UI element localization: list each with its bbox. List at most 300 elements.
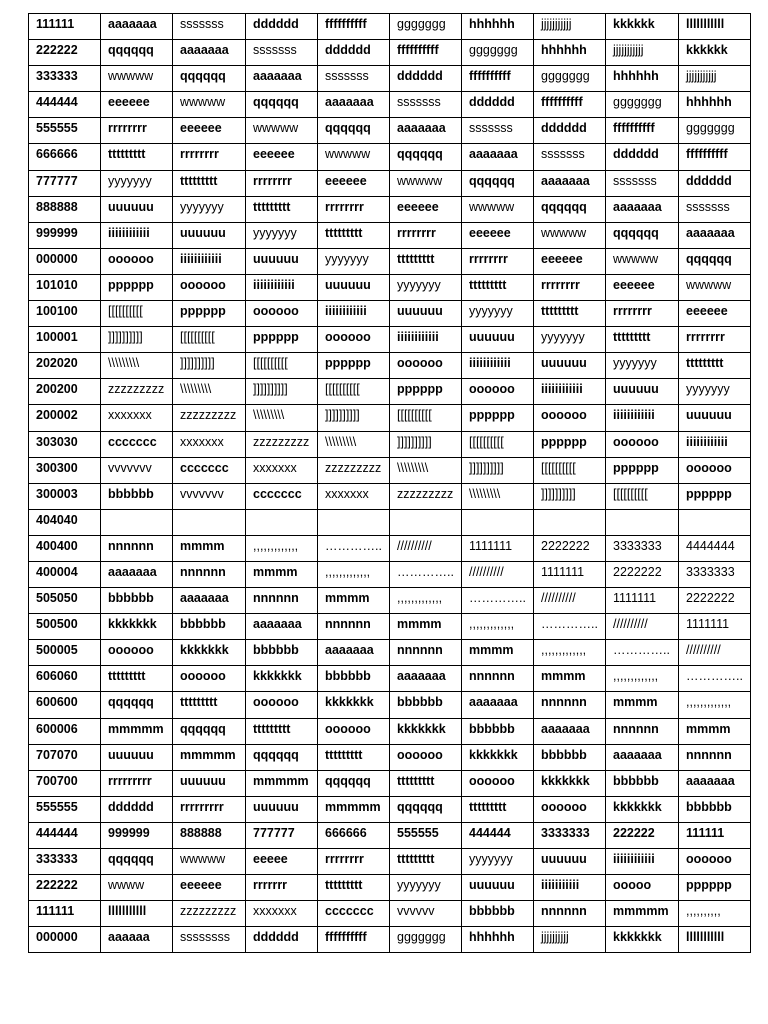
table-cell: rrrrrrrr: [318, 849, 390, 875]
table-cell: kkkkkk: [606, 14, 679, 40]
row-label-cell: 600600: [29, 692, 101, 718]
table-cell: bbbbbb: [101, 588, 173, 614]
table-cell: xxxxxxx: [173, 431, 246, 457]
table-cell: vvvvvv: [390, 901, 462, 927]
table-cell: [[[[[[[[[[: [606, 483, 679, 509]
row-label-cell: 101010: [29, 274, 101, 300]
table-cell: uuuuuu: [606, 379, 679, 405]
table-row: [29, 718, 751, 744]
table-cell: bbbbbb: [101, 483, 173, 509]
table-cell: [[[[[[[[[[: [390, 405, 462, 431]
row-label-cell: 444444: [29, 822, 101, 848]
row-label-cell: 777777: [29, 170, 101, 196]
table-cell: mmmmm: [318, 796, 390, 822]
table-cell: ccccccc: [318, 901, 390, 927]
table-cell: 2222222: [606, 561, 679, 587]
table-cell: nnnnnn: [606, 718, 679, 744]
row-label-cell: 202020: [29, 353, 101, 379]
table-cell: aaaaaaa: [246, 614, 318, 640]
table-cell: ttttttttt: [462, 796, 534, 822]
table-cell: aaaaaaa: [101, 14, 173, 40]
table-cell: qqqqqq: [101, 849, 173, 875]
table-cell: mmmmm: [173, 744, 246, 770]
table-cell: wwwww: [173, 849, 246, 875]
table-cell: eeeeee: [606, 274, 679, 300]
table-cell: ccccccc: [101, 431, 173, 457]
table-cell: hhhhhh: [462, 14, 534, 40]
table-cell: 3333333: [606, 535, 679, 561]
table-cell: mmmm: [534, 666, 606, 692]
table-cell: ffffffffff: [318, 14, 390, 40]
table-cell: kkkkkkk: [534, 770, 606, 796]
table-cell: nnnnnn: [246, 588, 318, 614]
table-row: [29, 927, 751, 953]
table-cell: ttttttttt: [390, 770, 462, 796]
table-cell: uuuuuu: [101, 744, 173, 770]
table-cell: nnnnnn: [390, 640, 462, 666]
table-cell: ttttttttt: [173, 170, 246, 196]
table-cell: sssssss: [390, 92, 462, 118]
table-cell: zzzzzzzzz: [318, 457, 390, 483]
table-cell: 1111111: [606, 588, 679, 614]
table-cell: \\\\\\\\\: [246, 405, 318, 431]
table-cell: oooooo: [534, 405, 606, 431]
table-row: [29, 561, 751, 587]
table-cell: [[[[[[[[[[: [101, 301, 173, 327]
table-cell: ttttttttt: [534, 301, 606, 327]
table-cell: yyyyyyy: [390, 875, 462, 901]
table-cell: uuuuuu: [534, 353, 606, 379]
table-cell: iiiiiiiiiiii: [462, 353, 534, 379]
table-cell: aaaaaaa: [246, 66, 318, 92]
table-row: [29, 796, 751, 822]
table-cell: iiiiiiiiiiii: [173, 248, 246, 274]
table-cell: wwwww: [534, 222, 606, 248]
table-cell: pppppp: [462, 405, 534, 431]
row-label-cell: 555555: [29, 118, 101, 144]
table-cell: nnnnnn: [462, 666, 534, 692]
row-label-cell: 222222: [29, 40, 101, 66]
table-cell: …………..: [534, 614, 606, 640]
table-cell: qqqqqq: [462, 170, 534, 196]
table-cell: nnnnnn: [679, 744, 751, 770]
table-cell: aaaaaa: [101, 927, 173, 953]
table-cell: mmmm: [173, 535, 246, 561]
table-cell: [[[[[[[[[[: [173, 327, 246, 353]
table-cell: 555555: [390, 822, 462, 848]
table-cell: aaaaaaa: [606, 744, 679, 770]
table-cell: oooooo: [462, 770, 534, 796]
row-label-cell: 200200: [29, 379, 101, 405]
table-cell: …………..: [462, 588, 534, 614]
table-cell: ]]]]]]]]]]: [246, 379, 318, 405]
table-row: [29, 483, 751, 509]
table-cell: 3333333: [534, 822, 606, 848]
table-cell: rrrrrrrr: [101, 118, 173, 144]
row-label-cell: 500005: [29, 640, 101, 666]
table-cell: jjjjjjjjjjj: [679, 66, 751, 92]
table-cell: [246, 509, 318, 535]
table-cell: [679, 509, 751, 535]
table-cell: rrrrrrrr: [606, 301, 679, 327]
table-cell: ,,,,,,,,,,,,,: [390, 588, 462, 614]
table-cell: bbbbbb: [534, 744, 606, 770]
table-cell: xxxxxxx: [246, 457, 318, 483]
table-cell: 4444444: [679, 535, 751, 561]
table-cell: hhhhhh: [534, 40, 606, 66]
row-label-cell: 600006: [29, 718, 101, 744]
table-cell: jjjjjjjjjj: [534, 927, 606, 953]
table-row: [29, 66, 751, 92]
row-label-cell: 200002: [29, 405, 101, 431]
table-row: [29, 431, 751, 457]
table-cell: aaaaaaa: [318, 640, 390, 666]
document-page: [28, 13, 750, 953]
table-cell: bbbbbb: [390, 692, 462, 718]
table-cell: ggggggg: [390, 14, 462, 40]
table-cell: \\\\\\\\\: [101, 353, 173, 379]
table-cell: oooooo: [462, 379, 534, 405]
table-row: [29, 692, 751, 718]
table-cell: [606, 509, 679, 535]
table-cell: wwwww: [390, 170, 462, 196]
table-cell: kkkkkkk: [462, 744, 534, 770]
table-cell: ggggggg: [462, 40, 534, 66]
table-body: [29, 14, 751, 953]
table-cell: [318, 509, 390, 535]
table-cell: dddddd: [101, 796, 173, 822]
table-cell: iiiiiiiiiiii: [246, 274, 318, 300]
table-cell: yyyyyyy: [679, 379, 751, 405]
table-cell: aaaaaaa: [318, 92, 390, 118]
table-cell: iiiiiiiiiii: [534, 875, 606, 901]
table-cell: iiiiiiiiiiii: [318, 301, 390, 327]
table-cell: ttttttttt: [606, 327, 679, 353]
table-cell: uuuuuu: [246, 796, 318, 822]
table-cell: ffffffffff: [462, 66, 534, 92]
table-cell: yyyyyyy: [462, 301, 534, 327]
row-label-cell: 400004: [29, 561, 101, 587]
table-cell: mmmmm: [246, 770, 318, 796]
table-cell: aaaaaaa: [390, 118, 462, 144]
table-cell: ]]]]]]]]]]: [318, 405, 390, 431]
table-cell: wwwww: [173, 92, 246, 118]
table-row: [29, 457, 751, 483]
table-cell: eeeeee: [173, 118, 246, 144]
table-cell: zzzzzzzzz: [101, 379, 173, 405]
table-cell: pppppp: [390, 379, 462, 405]
table-cell: uuuuuu: [390, 301, 462, 327]
table-cell: eeeeee: [462, 222, 534, 248]
table-cell: \\\\\\\\\: [318, 431, 390, 457]
table-cell: nnnnnn: [101, 535, 173, 561]
table-cell: wwww: [101, 875, 173, 901]
table-cell: hhhhhh: [462, 927, 534, 953]
row-label-cell: 400400: [29, 535, 101, 561]
table-cell: iiiiiiiiiiii: [390, 327, 462, 353]
table-cell: dddddd: [606, 144, 679, 170]
table-cell: ]]]]]]]]]]: [390, 431, 462, 457]
table-cell: dddddd: [534, 118, 606, 144]
table-cell: //////////: [679, 640, 751, 666]
table-cell: xxxxxxx: [101, 405, 173, 431]
table-cell: eeeeee: [318, 170, 390, 196]
table-cell: ggggggg: [679, 118, 751, 144]
table-cell: …………..: [679, 666, 751, 692]
table-cell: hhhhhh: [606, 66, 679, 92]
table-cell: //////////: [462, 561, 534, 587]
table-cell: 1111111: [534, 561, 606, 587]
table-cell: lllllllllll: [679, 14, 751, 40]
table-cell: xxxxxxx: [246, 901, 318, 927]
table-cell: uuuuuu: [173, 770, 246, 796]
table-cell: …………..: [318, 535, 390, 561]
table-cell: yyyyyyy: [101, 170, 173, 196]
table-cell: aaaaaaa: [534, 718, 606, 744]
table-cell: aaaaaaa: [462, 144, 534, 170]
table-cell: …………..: [390, 561, 462, 587]
table-cell: 666666: [318, 822, 390, 848]
table-cell: ttttttttt: [462, 274, 534, 300]
table-cell: 1111111: [462, 535, 534, 561]
table-cell: nnnnnn: [534, 692, 606, 718]
table-cell: yyyyyyy: [246, 222, 318, 248]
table-cell: [101, 509, 173, 535]
row-label-cell: 606060: [29, 666, 101, 692]
table-cell: oooooo: [101, 640, 173, 666]
table-cell: bbbbbb: [679, 796, 751, 822]
table-row: [29, 40, 751, 66]
table-row: [29, 849, 751, 875]
table-cell: ,,,,,,,,,,,,,: [462, 614, 534, 640]
table-cell: kkkkkk: [679, 40, 751, 66]
table-row: [29, 640, 751, 666]
row-label-cell: 111111: [29, 901, 101, 927]
table-cell: yyyyyyy: [606, 353, 679, 379]
table-cell: kkkkkkk: [173, 640, 246, 666]
table-cell: ttttttttt: [318, 222, 390, 248]
table-cell: [[[[[[[[[[: [318, 379, 390, 405]
row-label-cell: 222222: [29, 875, 101, 901]
table-cell: pppppp: [606, 457, 679, 483]
table-cell: xxxxxxx: [318, 483, 390, 509]
table-row: [29, 170, 751, 196]
table-cell: [[[[[[[[[[: [462, 431, 534, 457]
table-cell: ggggggg: [390, 927, 462, 953]
table-cell: ccccccc: [246, 483, 318, 509]
table-cell: uuuuuu: [173, 222, 246, 248]
table-cell: qqqqqq: [246, 92, 318, 118]
table-cell: ffffffffff: [606, 118, 679, 144]
table-cell: 111111: [679, 822, 751, 848]
row-label-cell: 666666: [29, 144, 101, 170]
table-row: [29, 327, 751, 353]
table-cell: ]]]]]]]]]]: [173, 353, 246, 379]
table-cell: pppppp: [246, 327, 318, 353]
table-cell: lllllllllll: [101, 901, 173, 927]
table-row: [29, 353, 751, 379]
table-cell: [173, 509, 246, 535]
table-cell: ccccccc: [173, 457, 246, 483]
row-label-cell: 707070: [29, 744, 101, 770]
table-cell: oooooo: [246, 692, 318, 718]
table-cell: qqqqqq: [318, 118, 390, 144]
table-cell: wwwww: [318, 144, 390, 170]
table-cell: rrrrrrrr: [173, 144, 246, 170]
row-label-cell: 555555: [29, 796, 101, 822]
table-row: [29, 222, 751, 248]
table-cell: vvvvvvv: [173, 483, 246, 509]
table-row: [29, 92, 751, 118]
table-cell: qqqqqq: [173, 718, 246, 744]
table-cell: kkkkkkk: [606, 796, 679, 822]
table-cell: rrrrrrrr: [534, 274, 606, 300]
table-cell: ffffffffff: [318, 927, 390, 953]
table-cell: [[[[[[[[[[: [246, 353, 318, 379]
table-cell: iiiiiiiiiiii: [606, 849, 679, 875]
table-cell: mmmm: [462, 640, 534, 666]
table-cell: wwwww: [606, 248, 679, 274]
table-cell: yyyyyyy: [462, 849, 534, 875]
table-cell: bbbbbb: [462, 718, 534, 744]
table-cell: ttttttttt: [246, 196, 318, 222]
table-cell: 999999: [101, 822, 173, 848]
table-cell: //////////: [606, 614, 679, 640]
table-cell: pppppp: [679, 483, 751, 509]
table-cell: ssssssss: [173, 927, 246, 953]
table-cell: [[[[[[[[[[: [534, 457, 606, 483]
table-cell: sssssss: [246, 40, 318, 66]
table-cell: aaaaaaa: [173, 588, 246, 614]
table-cell: eeeeee: [246, 144, 318, 170]
table-cell: ]]]]]]]]]]: [101, 327, 173, 353]
table-cell: iiiiiiiiiiii: [534, 379, 606, 405]
row-label-cell: 000000: [29, 248, 101, 274]
table-cell: ggggggg: [606, 92, 679, 118]
table-cell: qqqqqq: [534, 196, 606, 222]
table-cell: sssssss: [173, 14, 246, 40]
table-cell: oooooo: [679, 457, 751, 483]
table-cell: ttttttttt: [101, 144, 173, 170]
table-cell: rrrrrrrrr: [101, 770, 173, 796]
table-cell: [462, 509, 534, 535]
table-cell: wwwww: [462, 196, 534, 222]
table-row: [29, 118, 751, 144]
table-cell: ooooo: [606, 875, 679, 901]
table-cell: aaaaaaa: [534, 170, 606, 196]
table-cell: jjjjjjjjjjj: [534, 14, 606, 40]
table-cell: uuuuuu: [462, 875, 534, 901]
table-cell: aaaaaaa: [173, 40, 246, 66]
table-cell: rrrrrrrr: [679, 327, 751, 353]
table-cell: mmmm: [318, 588, 390, 614]
table-cell: oooooo: [534, 796, 606, 822]
row-label-cell: 300300: [29, 457, 101, 483]
table-row: [29, 588, 751, 614]
row-label-cell: 444444: [29, 92, 101, 118]
table-cell: sssssss: [318, 66, 390, 92]
table-row: [29, 901, 751, 927]
table-cell: [390, 509, 462, 535]
table-cell: ]]]]]]]]]]: [534, 483, 606, 509]
row-label-cell: 100100: [29, 301, 101, 327]
table-row: [29, 875, 751, 901]
table-cell: nnnnnn: [318, 614, 390, 640]
table-cell: uuuuuu: [462, 327, 534, 353]
table-cell: qqqqqq: [101, 692, 173, 718]
table-row: [29, 379, 751, 405]
table-cell: yyyyyyy: [173, 196, 246, 222]
table-cell: kkkkkkk: [318, 692, 390, 718]
table-cell: nnnnnn: [534, 901, 606, 927]
table-cell: 2222222: [679, 588, 751, 614]
table-cell: lllllllllll: [679, 927, 751, 953]
table-cell: eeeeee: [534, 248, 606, 274]
table-cell: ,,,,,,,,,,,,,: [534, 640, 606, 666]
table-cell: wwwww: [101, 66, 173, 92]
table-cell: eeeeee: [173, 875, 246, 901]
table-cell: kkkkkkk: [390, 718, 462, 744]
table-cell: 777777: [246, 822, 318, 848]
table-row: [29, 666, 751, 692]
table-cell: 2222222: [534, 535, 606, 561]
table-row: [29, 14, 751, 40]
table-cell: [534, 509, 606, 535]
table-cell: oooooo: [390, 353, 462, 379]
table-cell: oooooo: [318, 718, 390, 744]
table-cell: ttttttttt: [246, 718, 318, 744]
table-cell: \\\\\\\\\: [462, 483, 534, 509]
table-cell: bbbbbb: [462, 901, 534, 927]
row-label-cell: 700700: [29, 770, 101, 796]
table-cell: qqqqqq: [679, 248, 751, 274]
table-cell: oooooo: [173, 666, 246, 692]
table-cell: bbbbbb: [606, 770, 679, 796]
table-cell: mmmm: [246, 561, 318, 587]
table-cell: \\\\\\\\\: [173, 379, 246, 405]
table-cell: pppppp: [534, 431, 606, 457]
table-row: [29, 822, 751, 848]
table-cell: ggggggg: [534, 66, 606, 92]
table-cell: 3333333: [679, 561, 751, 587]
table-cell: wwwww: [679, 274, 751, 300]
table-row: [29, 144, 751, 170]
table-cell: qqqqqq: [606, 222, 679, 248]
table-cell: \\\\\\\\\: [390, 457, 462, 483]
table-cell: zzzzzzzzz: [246, 431, 318, 457]
table-cell: dddddd: [246, 14, 318, 40]
table-cell: rrrrrrrr: [318, 196, 390, 222]
table-cell: kkkkkkk: [606, 927, 679, 953]
table-cell: dddddd: [679, 170, 751, 196]
table-cell: uuuuuu: [318, 274, 390, 300]
table-cell: qqqqqq: [246, 744, 318, 770]
table-cell: eeeeee: [390, 196, 462, 222]
table-cell: aaaaaaa: [462, 692, 534, 718]
table-cell: rrrrrrrr: [246, 170, 318, 196]
table-row: [29, 274, 751, 300]
table-cell: aaaaaaa: [606, 196, 679, 222]
table-cell: hhhhhh: [679, 92, 751, 118]
table-cell: pppppp: [679, 875, 751, 901]
table-cell: dddddd: [318, 40, 390, 66]
table-cell: wwwww: [246, 118, 318, 144]
table-cell: oooooo: [173, 274, 246, 300]
character-grid-table: [28, 13, 751, 953]
table-cell: ttttttttt: [318, 744, 390, 770]
table-cell: ,,,,,,,,,,,,,: [679, 692, 751, 718]
table-cell: ttttttttt: [101, 666, 173, 692]
